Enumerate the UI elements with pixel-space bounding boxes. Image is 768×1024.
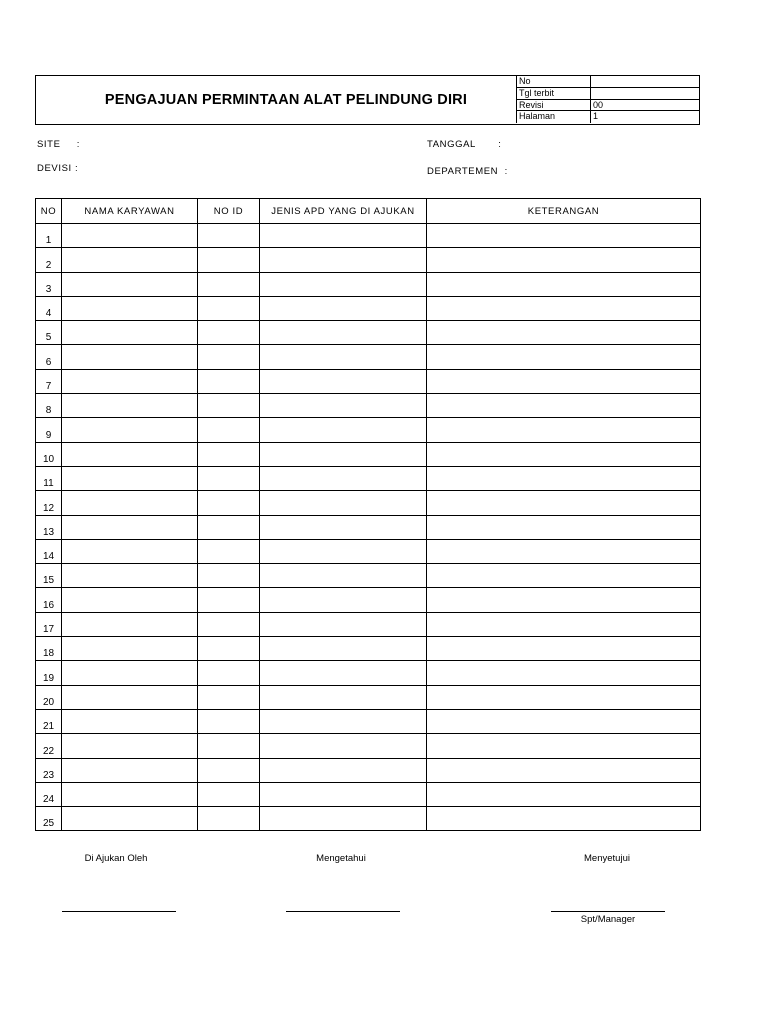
doc-info-value xyxy=(591,88,699,99)
jenis-apd-cell[interactable] xyxy=(260,612,427,636)
no-id-cell[interactable] xyxy=(198,418,260,442)
row-number-cell: 9 xyxy=(36,418,62,442)
row-number-cell: 10 xyxy=(36,442,62,466)
keterangan-cell[interactable] xyxy=(427,515,701,539)
jenis-apd-cell[interactable] xyxy=(260,442,427,466)
table-body xyxy=(36,224,701,831)
doc-info-row xyxy=(517,88,699,100)
no-id-cell[interactable] xyxy=(198,321,260,345)
table-row xyxy=(36,466,701,490)
no-id-cell[interactable] xyxy=(198,224,260,248)
keterangan-cell[interactable] xyxy=(427,369,701,393)
table-row xyxy=(36,637,701,661)
table-row xyxy=(36,418,701,442)
column-header-keterangan: KETERANGAN xyxy=(427,199,701,224)
table-row xyxy=(36,782,701,806)
no-id-cell[interactable] xyxy=(198,685,260,709)
diajukan-oleh-label: Di Ajukan Oleh xyxy=(84,853,148,864)
row-number-cell: 6 xyxy=(36,345,62,369)
keterangan-cell[interactable] xyxy=(427,685,701,709)
table-row xyxy=(36,661,701,685)
table-row xyxy=(36,734,701,758)
nama-karyawan-cell[interactable] xyxy=(62,661,198,685)
row-number-cell: 3 xyxy=(36,272,62,296)
keterangan-cell[interactable] xyxy=(427,296,701,320)
jenis-apd-cell[interactable] xyxy=(260,321,427,345)
row-number-cell: 19 xyxy=(36,661,62,685)
table-row xyxy=(36,612,701,636)
keterangan-cell[interactable] xyxy=(427,637,701,661)
nama-karyawan-cell[interactable] xyxy=(62,685,198,709)
keterangan-cell[interactable] xyxy=(427,588,701,612)
no-id-cell[interactable] xyxy=(198,758,260,782)
no-id-cell[interactable] xyxy=(198,272,260,296)
table-row xyxy=(36,394,701,418)
keterangan-cell[interactable] xyxy=(427,442,701,466)
jenis-apd-cell[interactable] xyxy=(260,637,427,661)
keterangan-cell[interactable] xyxy=(427,758,701,782)
nama-karyawan-cell[interactable] xyxy=(62,345,198,369)
keterangan-cell[interactable] xyxy=(427,612,701,636)
signature-line-menyetujui xyxy=(551,911,665,912)
jenis-apd-cell[interactable] xyxy=(260,661,427,685)
table-row xyxy=(36,321,701,345)
no-id-cell[interactable] xyxy=(198,491,260,515)
doc-info-label: Halaman xyxy=(517,111,591,123)
no-id-cell[interactable] xyxy=(198,466,260,490)
menyetujui-label: Menyetujui xyxy=(584,853,630,864)
jenis-apd-cell[interactable] xyxy=(260,807,427,831)
devisi-field-label: DEVISI : xyxy=(37,163,79,174)
keterangan-cell[interactable] xyxy=(427,345,701,369)
table-row xyxy=(36,588,701,612)
table-row xyxy=(36,345,701,369)
no-id-cell[interactable] xyxy=(198,661,260,685)
row-number-cell: 16 xyxy=(36,588,62,612)
row-number-cell: 22 xyxy=(36,734,62,758)
form-header xyxy=(35,75,700,125)
column-header-no-id: NO ID xyxy=(198,199,260,224)
jenis-apd-cell[interactable] xyxy=(260,588,427,612)
table-row xyxy=(36,709,701,733)
no-id-cell[interactable] xyxy=(198,637,260,661)
table-row xyxy=(36,515,701,539)
table-header-row xyxy=(36,199,701,224)
table-row xyxy=(36,248,701,272)
keterangan-cell[interactable] xyxy=(427,807,701,831)
table-row xyxy=(36,685,701,709)
row-number-cell: 2 xyxy=(36,248,62,272)
jenis-apd-cell[interactable] xyxy=(260,685,427,709)
doc-info-value: 00 xyxy=(593,99,604,110)
row-number-cell: 15 xyxy=(36,564,62,588)
jenis-apd-cell[interactable] xyxy=(260,515,427,539)
doc-info-value: 1 xyxy=(593,111,599,122)
table-row xyxy=(36,296,701,320)
nama-karyawan-cell[interactable] xyxy=(62,369,198,393)
jenis-apd-cell[interactable] xyxy=(260,248,427,272)
nama-karyawan-cell[interactable] xyxy=(62,709,198,733)
nama-karyawan-cell[interactable] xyxy=(62,394,198,418)
table-row xyxy=(36,442,701,466)
keterangan-cell[interactable] xyxy=(427,661,701,685)
jenis-apd-cell[interactable] xyxy=(260,345,427,369)
keterangan-cell[interactable] xyxy=(427,466,701,490)
row-number-cell: 12 xyxy=(36,491,62,515)
table-row xyxy=(36,369,701,393)
jenis-apd-cell[interactable] xyxy=(260,296,427,320)
row-number-cell: 20 xyxy=(36,685,62,709)
nama-karyawan-cell[interactable] xyxy=(62,248,198,272)
row-number-cell: 23 xyxy=(36,758,62,782)
row-number-cell: 8 xyxy=(36,394,62,418)
column-header-jenis-apd: JENIS APD YANG DI AJUKAN xyxy=(260,199,427,224)
keterangan-cell[interactable] xyxy=(427,709,701,733)
mengetahui-label: Mengetahui xyxy=(316,853,366,864)
apd-request-table xyxy=(35,198,701,831)
doc-info-label: No xyxy=(517,76,591,87)
column-header-nama-karyawan: NAMA KARYAWAN xyxy=(62,199,198,224)
no-id-cell[interactable] xyxy=(198,296,260,320)
form-title: PENGAJUAN PERMINTAAN ALAT PELINDUNG DIRI xyxy=(104,91,468,108)
row-number-cell: 11 xyxy=(36,466,62,490)
row-number-cell: 18 xyxy=(36,637,62,661)
row-number-cell: 1 xyxy=(36,224,62,248)
row-number-cell: 13 xyxy=(36,515,62,539)
nama-karyawan-cell[interactable] xyxy=(62,539,198,563)
table-row xyxy=(36,564,701,588)
no-id-cell[interactable] xyxy=(198,345,260,369)
no-id-cell[interactable] xyxy=(198,539,260,563)
nama-karyawan-cell[interactable] xyxy=(62,442,198,466)
no-id-cell[interactable] xyxy=(198,515,260,539)
keterangan-cell[interactable] xyxy=(427,564,701,588)
doc-info-value xyxy=(591,76,699,87)
row-number-cell: 14 xyxy=(36,539,62,563)
jenis-apd-cell[interactable] xyxy=(260,272,427,296)
keterangan-cell[interactable] xyxy=(427,418,701,442)
table-row xyxy=(36,807,701,831)
nama-karyawan-cell[interactable] xyxy=(62,782,198,806)
no-id-cell[interactable] xyxy=(198,709,260,733)
nama-karyawan-cell[interactable] xyxy=(62,466,198,490)
table-row xyxy=(36,491,701,515)
no-id-cell[interactable] xyxy=(198,807,260,831)
row-number-cell: 25 xyxy=(36,807,62,831)
nama-karyawan-cell[interactable] xyxy=(62,224,198,248)
no-id-cell[interactable] xyxy=(198,782,260,806)
table-row xyxy=(36,539,701,563)
nama-karyawan-cell[interactable] xyxy=(62,612,198,636)
jenis-apd-cell[interactable] xyxy=(260,466,427,490)
jenis-apd-cell[interactable] xyxy=(260,224,427,248)
nama-karyawan-cell[interactable] xyxy=(62,515,198,539)
keterangan-cell[interactable] xyxy=(427,394,701,418)
jenis-apd-cell[interactable] xyxy=(260,782,427,806)
doc-info-row xyxy=(517,100,699,112)
keterangan-cell[interactable] xyxy=(427,734,701,758)
document-info-table xyxy=(516,76,699,123)
departemen-field-label: DEPARTEMEN : xyxy=(427,166,508,177)
jenis-apd-cell[interactable] xyxy=(260,491,427,515)
column-header-no: NO xyxy=(36,199,62,224)
nama-karyawan-cell[interactable] xyxy=(62,637,198,661)
keterangan-cell[interactable] xyxy=(427,248,701,272)
jenis-apd-cell[interactable] xyxy=(260,369,427,393)
jenis-apd-cell[interactable] xyxy=(260,758,427,782)
nama-karyawan-cell[interactable] xyxy=(62,272,198,296)
table-row xyxy=(36,758,701,782)
row-number-cell: 21 xyxy=(36,709,62,733)
nama-karyawan-cell[interactable] xyxy=(62,734,198,758)
jenis-apd-cell[interactable] xyxy=(260,539,427,563)
jenis-apd-cell[interactable] xyxy=(260,394,427,418)
tanggal-field-label: TANGGAL : xyxy=(427,139,502,150)
row-number-cell: 24 xyxy=(36,782,62,806)
nama-karyawan-cell[interactable] xyxy=(62,564,198,588)
table-row xyxy=(36,224,701,248)
doc-info-row xyxy=(517,111,699,123)
jenis-apd-cell[interactable] xyxy=(260,564,427,588)
no-id-cell[interactable] xyxy=(198,588,260,612)
jenis-apd-cell[interactable] xyxy=(260,418,427,442)
manager-title-label: Spt/Manager xyxy=(580,914,636,925)
row-number-cell: 17 xyxy=(36,612,62,636)
nama-karyawan-cell[interactable] xyxy=(62,807,198,831)
no-id-cell[interactable] xyxy=(198,394,260,418)
nama-karyawan-cell[interactable] xyxy=(62,758,198,782)
no-id-cell[interactable] xyxy=(198,442,260,466)
nama-karyawan-cell[interactable] xyxy=(62,321,198,345)
keterangan-cell[interactable] xyxy=(427,272,701,296)
no-id-cell[interactable] xyxy=(198,612,260,636)
doc-info-label: Revisi xyxy=(517,100,591,111)
keterangan-cell[interactable] xyxy=(427,782,701,806)
row-number-cell: 5 xyxy=(36,321,62,345)
no-id-cell[interactable] xyxy=(198,564,260,588)
nama-karyawan-cell[interactable] xyxy=(62,418,198,442)
nama-karyawan-cell[interactable] xyxy=(62,296,198,320)
site-field-label: SITE : xyxy=(37,139,80,150)
jenis-apd-cell[interactable] xyxy=(260,709,427,733)
keterangan-cell[interactable] xyxy=(427,224,701,248)
doc-info-label: Tgl terbit xyxy=(517,88,591,99)
doc-info-row xyxy=(517,76,699,88)
table-row xyxy=(36,272,701,296)
no-id-cell[interactable] xyxy=(198,369,260,393)
keterangan-cell[interactable] xyxy=(427,539,701,563)
row-number-cell: 4 xyxy=(36,296,62,320)
row-number-cell: 7 xyxy=(36,369,62,393)
no-id-cell[interactable] xyxy=(198,248,260,272)
signature-line-diajukan xyxy=(62,911,176,912)
keterangan-cell[interactable] xyxy=(427,321,701,345)
keterangan-cell[interactable] xyxy=(427,491,701,515)
nama-karyawan-cell[interactable] xyxy=(62,588,198,612)
signature-line-mengetahui xyxy=(286,911,400,912)
nama-karyawan-cell[interactable] xyxy=(62,491,198,515)
jenis-apd-cell[interactable] xyxy=(260,734,427,758)
no-id-cell[interactable] xyxy=(198,734,260,758)
